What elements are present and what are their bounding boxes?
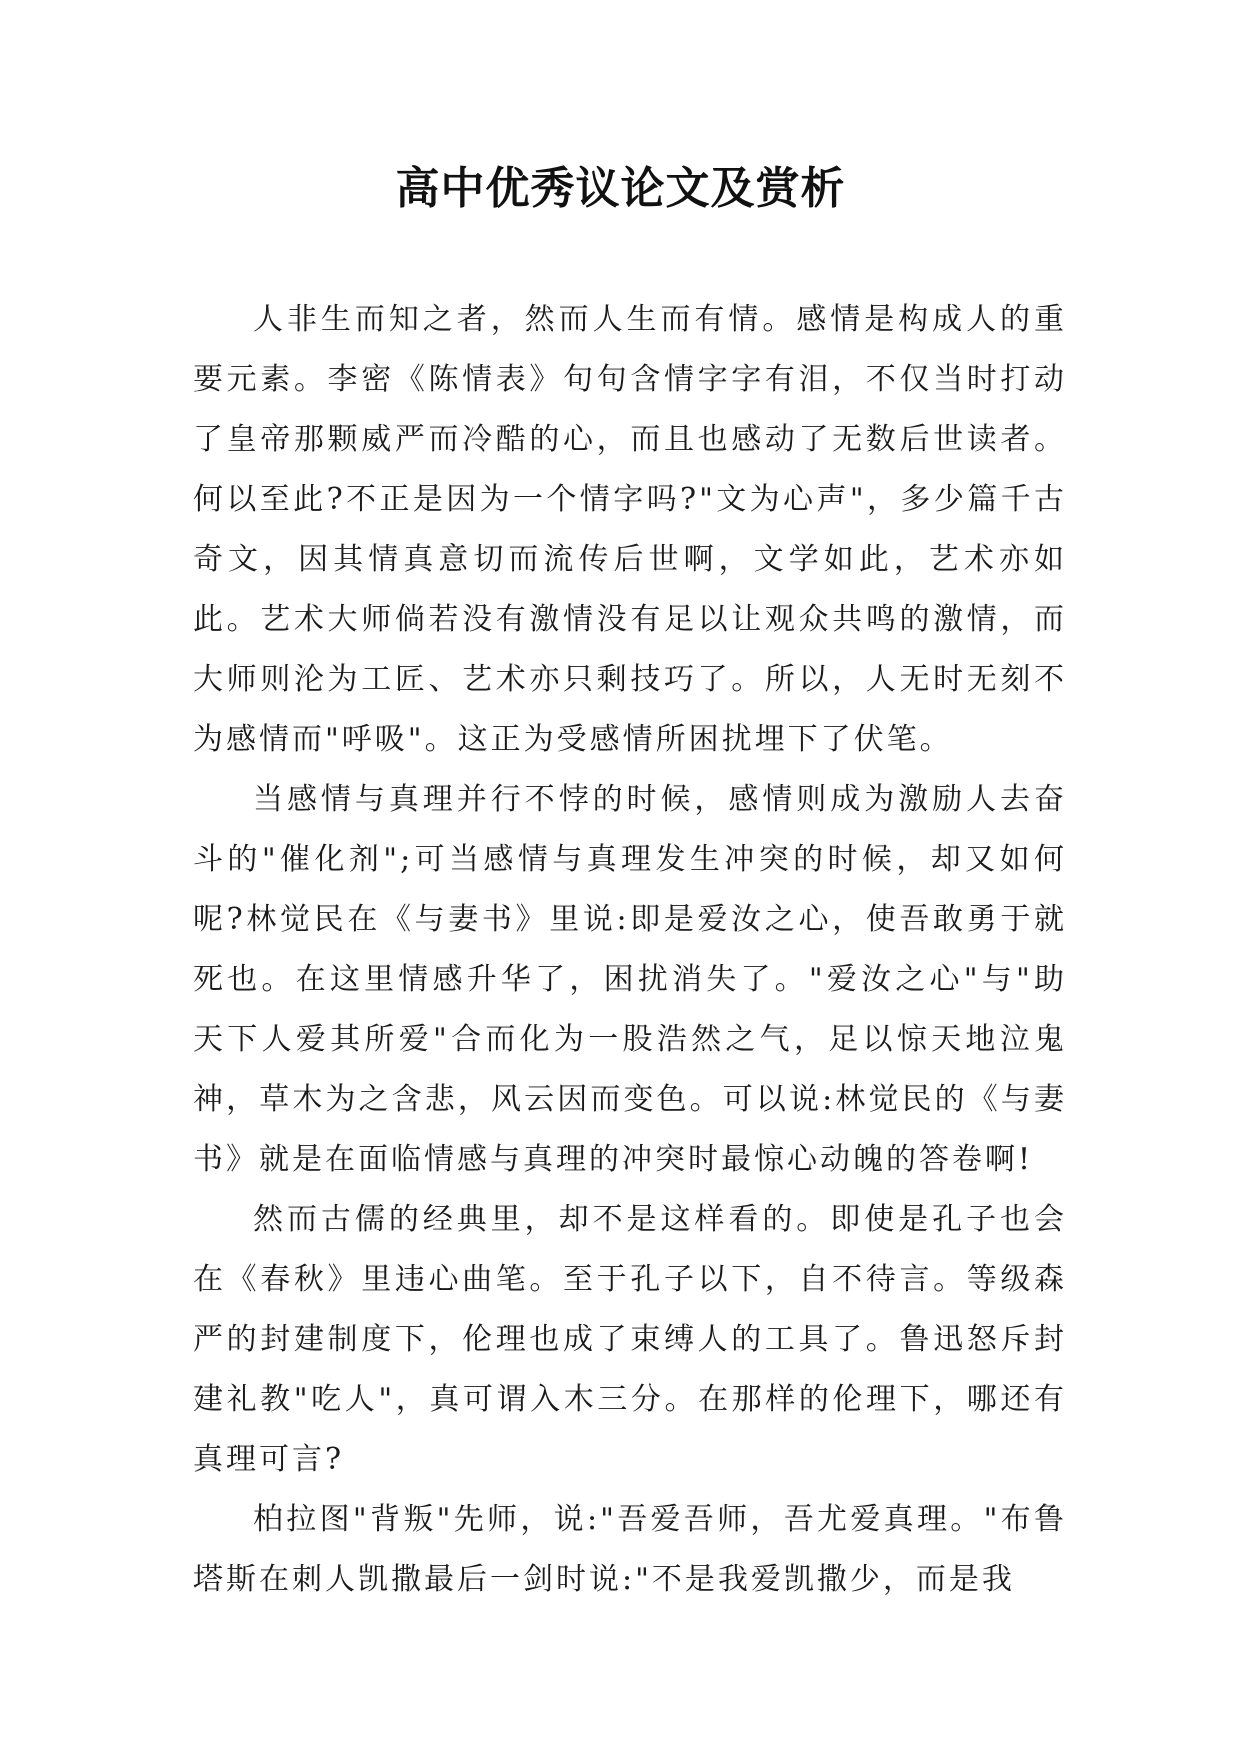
document-title: 高中优秀议论文及赏析 xyxy=(395,163,846,214)
paragraph-2: 当感情与真理并行不悖的时候，感情则成为激励人去奋斗的"催化剂";可当感情与真理发生冲突的时候，却又如何呢?林觉民在《与妻书》里说:即是爱汝之心，使吾敢勇于就死也。在这里情感升华了，困扰消失了。"爱汝之心"与"助天下人爱其所爱"合而化为一股浩然之气，足以惊天地泣鬼神，草木为之含悲，风云因而变色。可以说:林觉民的《与妻书》就是在面临情感与真理的冲突时最惊心动魄的答卷啊! xyxy=(193,782,1067,1177)
paragraph-4: 柏拉图"背叛"先师，说:"吾爱吾师，吾尤爱真理。"布鲁塔斯在刺人凯撒最后一剑时说:"不是我爱凯撒少，而是我 xyxy=(193,1502,1067,1597)
paragraph-1: 人非生而知之者，然而人生而有情。感情是构成人的重要元素。李密《陈情表》句句含情字字有泪，不仅当时打动了皇帝那颗威严而冷酷的心，而且也感动了无数后世读者。何以至此?不正是因为一个情字吗?"文为心声"，多少篇千古奇文，因其情真意切而流传后世啊，文学如此，艺术亦如此。艺术大师倘若没有激情没有足以让观众共鸣的激情，而大师则沦为工匠、艺术亦只剩技巧了。所以，人无时无刻不为感情而"呼吸"。这正为受感情所困扰埋下了伏笔。 xyxy=(193,302,1067,757)
paragraph-3: 然而古儒的经典里，却不是这样看的。即使是孔子也会在《春秋》里违心曲笔。至于孔子以下，自不待言。等级森严的封建制度下，伦理也成了束缚人的工具了。鲁迅怒斥封建礼教"吃人"，真可谓入木三分。在那样的伦理下，哪还有真理可言? xyxy=(193,1202,1067,1477)
document-body xyxy=(193,290,1067,1610)
